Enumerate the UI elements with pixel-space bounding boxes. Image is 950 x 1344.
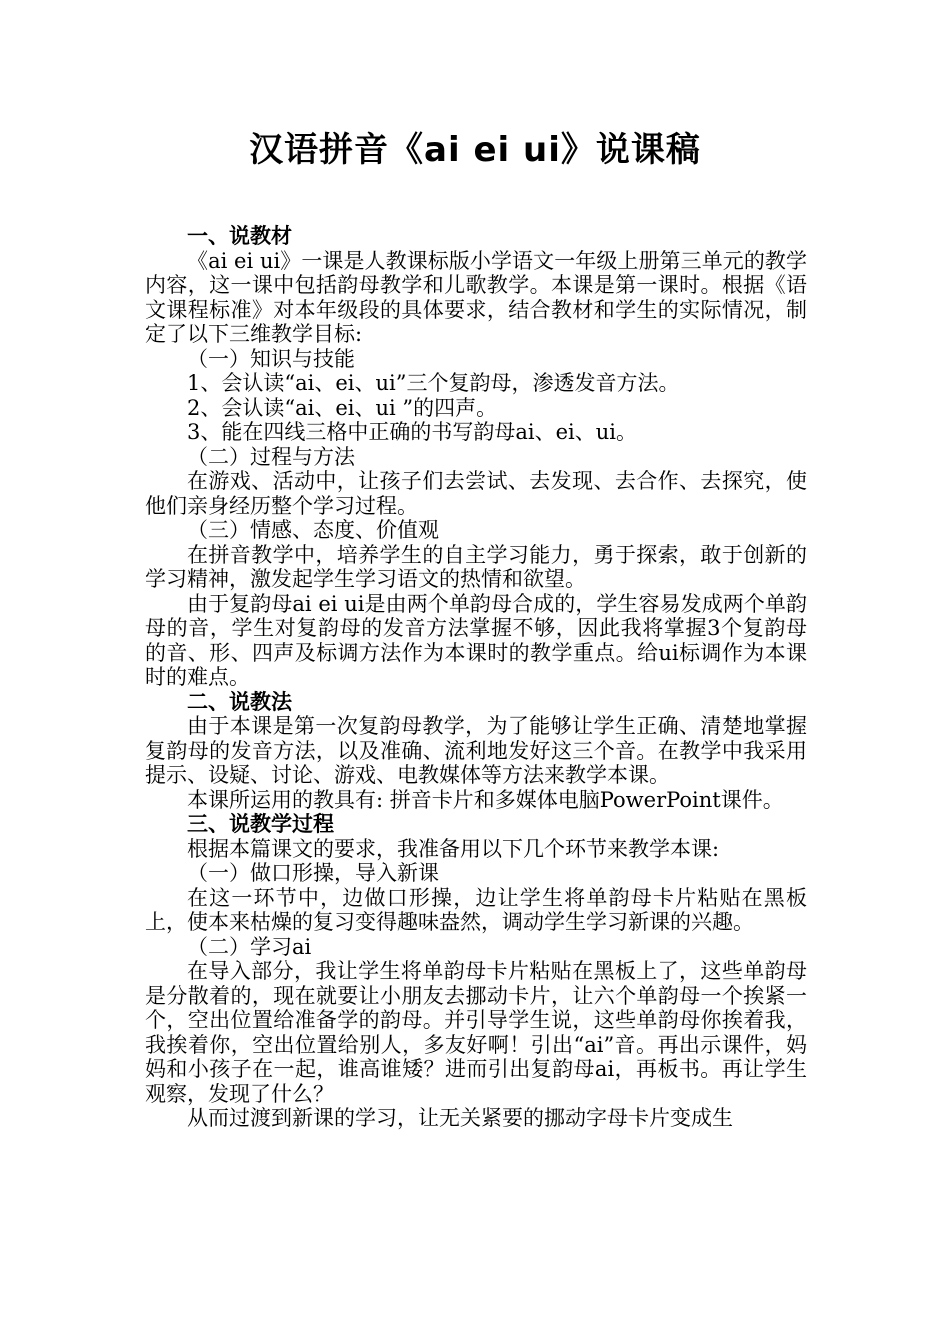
paragraph: （二）学习ai [187,934,312,959]
section-heading: 二、说教法 [187,689,292,714]
document-body [145,224,807,1131]
paragraph: 本课所运用的教具有: 拼音卡片和多媒体电脑PowerPoint课件。 [187,787,784,812]
paragraph: （二）过程与方法 [187,444,355,469]
document-title: 汉语拼音《ai ei ui》说课稿 [249,130,701,170]
paragraph: 2、会认读“ai、ei、ui ”的四声。 [187,395,498,420]
paragraph: （一）知识与技能 [187,346,355,371]
section-heading: 三、说教学过程 [187,812,334,836]
section-heading: 一、说教材 [187,224,292,248]
paragraph: 从而过渡到新课的学习，让无关紧要的挪动字母卡片变成生 [187,1106,733,1130]
paragraph: 1、会认读“ai、ei、ui”三个复韵母，渗透发音方法。 [187,371,680,395]
paragraph: 在拼音教学中，培养学生的自主学习能力，勇于探索，敢于创新的学习精神，激发起学生学习语文的热情和欲望。 [145,542,807,591]
paragraph: 在导入部分，我让学生将单韵母卡片粘贴在黑板上了，这些单韵母是分散着的，现在就要让小朋友去挪动卡片，让六个单韵母一个挨紧一个，空出位置给准备学的韵母。并引导学生说，这些单韵母你挨着我，我挨着你，空出位置给别人，多友好啊！引出“ai”音。再出示课件，妈妈和小孩子在一起，谁高谁矮？进而引出复韵母ai，再板书。再让学生观察，发现了什么？ [145,959,807,1106]
paragraph: 在这一环节中，边做口形操，边让学生将单韵母卡片粘贴在黑板上，使本来枯燥的复习变得趣味盎然，调动学生学习新课的兴趣。 [145,885,807,934]
paragraph: （一）做口形操，导入新课 [187,861,439,885]
paragraph: （三）情感、态度、价值观 [187,518,439,542]
paragraph: 3、能在四线三格中正确的书写韵母ai、ei、ui。 [187,420,637,444]
paragraph: 《ai ei ui》一课是人教课标版小学语文一年级上册第三单元的教学内容，这一课中包括韵母教学和儿歌教学。本课是第一课时。根据《语文课程标准》对本年级段的具体要求，结合教材和学生的实际情况，制定了以下三维教学目标: [145,248,807,346]
paragraph: 在游戏、活动中，让孩子们去尝试、去发现、去合作、去探究，使他们亲身经历整个学习过程。 [145,469,807,518]
paragraph: 根据本篇课文的要求，我准备用以下几个环节来教学本课: [187,836,720,861]
paragraph: 由于复韵母ai ei ui是由两个单韵母合成的，学生容易发成两个单韵母的音，学生对复韵母的发音方法掌握不够，因此我将掌握3个复韵母的音、形、四声及标调方法作为本课时的教学重点。给ui标调作为本课时的难点。 [145,591,807,689]
paragraph: 由于本课是第一次复韵母教学，为了能够让学生正确、清楚地掌握复韵母的发音方法，以及准确、流利地发好这三个音。在教学中我采用提示、设疑、讨论、游戏、电教媒体等方法来教学本课。 [145,714,807,787]
